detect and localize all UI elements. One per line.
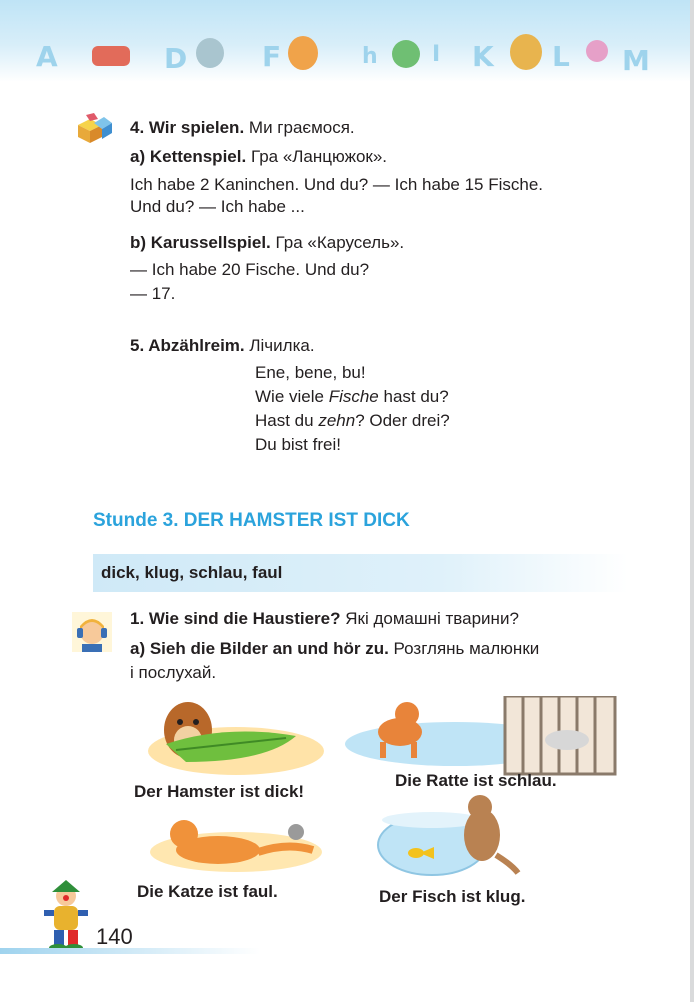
keywords-text: dick, klug, schlau, faul bbox=[101, 563, 283, 582]
poem-line bbox=[255, 410, 450, 432]
clown-icon bbox=[30, 880, 102, 952]
poem-line bbox=[255, 386, 449, 408]
task-4b-heading bbox=[130, 232, 404, 254]
task-5-translation: Лічилка. bbox=[249, 336, 315, 355]
fish-bowl-illustration bbox=[372, 795, 522, 880]
task-4b-title: b) Karussellspiel. bbox=[130, 233, 271, 252]
poem-text: Hast du bbox=[255, 411, 319, 430]
rat-cage-illustration bbox=[345, 696, 620, 776]
poem-text: ? Oder drei? bbox=[355, 411, 450, 430]
task-5-title: 5. Abzählreim. bbox=[130, 336, 245, 355]
toy-animal-icon bbox=[196, 38, 224, 68]
banner-letter: h bbox=[362, 44, 378, 69]
hamster-illustration bbox=[146, 696, 326, 776]
caption-cat: Die Katze ist faul. bbox=[137, 882, 278, 901]
cubes-icon bbox=[74, 113, 114, 147]
page-number: 140 bbox=[96, 924, 133, 949]
page-edge bbox=[690, 0, 694, 1002]
banner-letter: D bbox=[164, 42, 188, 75]
task-4a-line: Ich habe 2 Kaninchen. Und du? — Ich habe 15 Fische. bbox=[130, 175, 543, 194]
banner-letter: A bbox=[36, 40, 58, 73]
task-4-translation: Ми граємося. bbox=[248, 118, 355, 137]
caption-rat: Die Ratte ist schlau. bbox=[395, 771, 557, 790]
lesson-heading: Stunde 3. DER HAMSTER IST DICK bbox=[93, 510, 410, 531]
task-1a-translation: Розглянь малюнки bbox=[393, 639, 540, 658]
task-1a-title: a) Sieh die Bilder an und hör zu. bbox=[130, 639, 389, 658]
task-1-translation: Які домашні тварини? bbox=[345, 609, 519, 628]
task-4-heading bbox=[130, 117, 355, 139]
poem-text: Wie viele bbox=[255, 387, 329, 406]
banner-letter: F bbox=[262, 40, 282, 73]
banner-letter: L bbox=[552, 40, 570, 73]
poem-emphasis: zehn bbox=[318, 411, 356, 430]
dog-icon bbox=[510, 34, 542, 70]
task-4b-line: — Ich habe 20 Fische. Und du? bbox=[130, 260, 370, 279]
task-1a-heading bbox=[130, 638, 539, 660]
task-4a-line: Und du? — Ich habe ... bbox=[130, 197, 305, 216]
task-4-title: 4. Wir spielen. bbox=[130, 118, 245, 137]
poem-line: Ene, bene, bu! bbox=[255, 363, 366, 382]
caption-fish: Der Fisch ist klug. bbox=[379, 887, 526, 906]
banner-letter: M bbox=[622, 44, 650, 77]
listening-child-icon bbox=[72, 612, 112, 652]
task-4a-translation: Гра «Ланцюжок». bbox=[250, 147, 388, 166]
task-1-heading bbox=[130, 608, 519, 630]
task-1-title: 1. Wie sind die Haustiere? bbox=[130, 609, 341, 628]
task-5-heading bbox=[130, 335, 315, 357]
flower-icon bbox=[586, 40, 608, 62]
alphabet-banner bbox=[0, 0, 694, 82]
task-4b-line: — 17. bbox=[130, 284, 176, 303]
task-1a-translation-cont: і послухай. bbox=[130, 663, 217, 682]
toy-car-icon bbox=[92, 46, 130, 66]
banner-letter: K bbox=[472, 40, 494, 73]
task-4a-heading bbox=[130, 146, 387, 168]
keywords-bar bbox=[93, 554, 628, 592]
ball-icon bbox=[392, 40, 420, 68]
poem-emphasis: Fische bbox=[328, 387, 379, 406]
poem-line: Du bist frei! bbox=[255, 435, 341, 454]
cat-illustration bbox=[148, 812, 323, 874]
task-4a-title: a) Kettenspiel. bbox=[130, 147, 247, 166]
caption-hamster: Der Hamster ist dick! bbox=[134, 782, 305, 801]
task-4b-translation: Гра «Карусель». bbox=[275, 233, 405, 252]
banner-letter: I bbox=[432, 42, 441, 67]
fox-icon bbox=[288, 36, 318, 70]
poem-text: hast du? bbox=[378, 387, 449, 406]
